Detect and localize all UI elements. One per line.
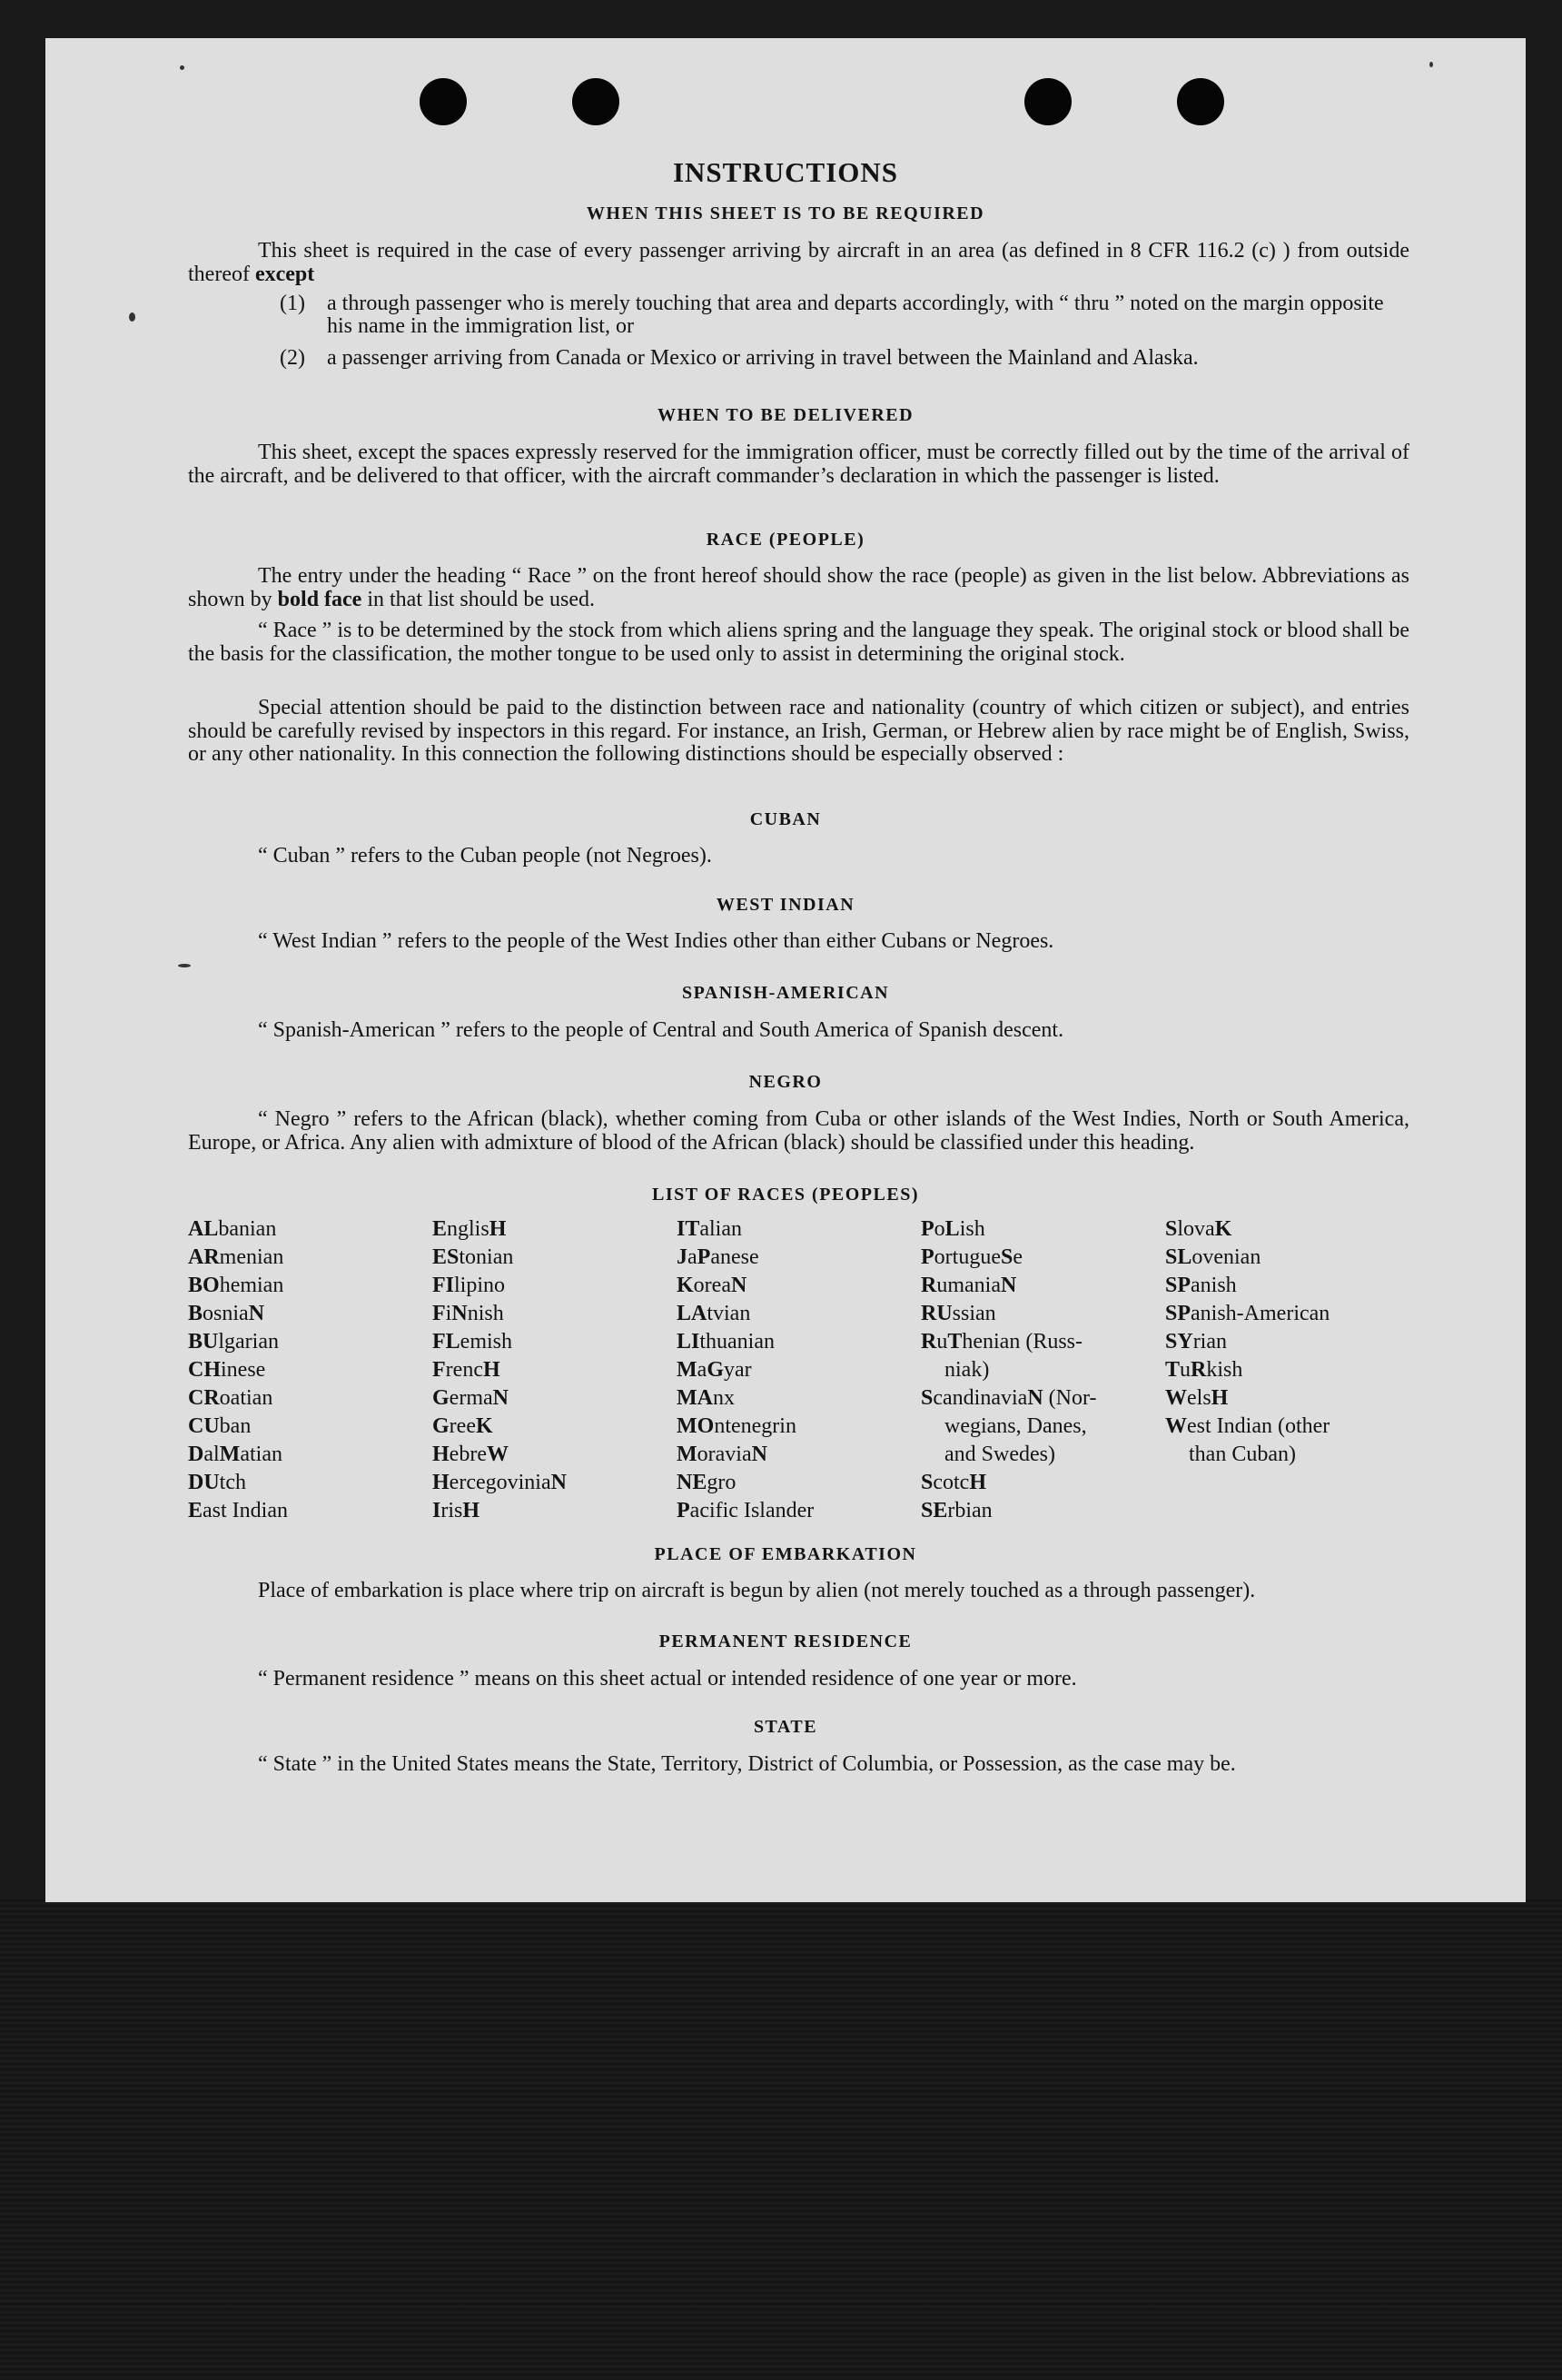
race-entry bbox=[1165, 1413, 1383, 1441]
race-abbreviation: M bbox=[219, 1443, 241, 1466]
race-abbreviation: D bbox=[188, 1443, 204, 1466]
heading-cuban: CUBAN bbox=[749, 809, 822, 829]
race-entry bbox=[1165, 1441, 1383, 1469]
race-abbreviation: AL bbox=[188, 1217, 219, 1241]
race-entry bbox=[432, 1328, 650, 1356]
race-entry bbox=[1165, 1356, 1383, 1384]
race-name-part: ban bbox=[219, 1414, 252, 1438]
bold-except: except bbox=[254, 262, 315, 286]
race-entry bbox=[921, 1413, 1139, 1441]
punch-hole bbox=[572, 78, 619, 125]
race-abbreviation: H bbox=[489, 1217, 507, 1241]
race-entry bbox=[1165, 1384, 1383, 1413]
race-name-part: candinavia bbox=[933, 1386, 1028, 1410]
race-entry bbox=[921, 1356, 1139, 1384]
race-abbreviation: S bbox=[1000, 1245, 1013, 1269]
race-entry bbox=[432, 1300, 650, 1328]
race-name-part: lipino bbox=[454, 1274, 506, 1297]
race-entry bbox=[188, 1469, 406, 1497]
heading-residence: PERMANENT RESIDENCE bbox=[658, 1631, 913, 1651]
race-entry bbox=[677, 1356, 895, 1384]
race-name-part: thuanian bbox=[699, 1330, 775, 1354]
scan-speck bbox=[178, 964, 191, 967]
race-abbreviation: AR bbox=[188, 1245, 220, 1269]
race-name-part: menian bbox=[219, 1245, 284, 1269]
race-entry bbox=[188, 1441, 406, 1469]
race-name-part: ortugue bbox=[934, 1245, 1001, 1269]
race-entry bbox=[677, 1441, 895, 1469]
document-sheet bbox=[45, 38, 1526, 1902]
race-entry bbox=[921, 1384, 1139, 1413]
race-abbreviation: CH bbox=[188, 1358, 221, 1382]
race-abbreviation: H bbox=[1211, 1386, 1229, 1410]
race-name-part: u bbox=[936, 1330, 948, 1354]
race-entry bbox=[1165, 1215, 1383, 1244]
race-abbreviation: T bbox=[947, 1330, 963, 1354]
race-name-part: ish bbox=[959, 1217, 985, 1241]
race-name-part: alian bbox=[699, 1217, 742, 1241]
race-name-part: ris bbox=[440, 1499, 463, 1522]
paragraph-negro: “ Negro ” refers to the African (black), whether coming from Cuba or other islands of the West Indies, North or South America, Europe, or Africa. Any alien with admixture of blood of the African (black) should be classified under this heading. bbox=[188, 1107, 1409, 1155]
race-entry bbox=[921, 1469, 1139, 1497]
item-number: (1) bbox=[280, 292, 305, 315]
race-abbreviation: N bbox=[550, 1471, 567, 1494]
list-item-2 bbox=[280, 346, 1409, 370]
race-name-part: els bbox=[1187, 1386, 1211, 1410]
race-name-part: lgarian bbox=[218, 1330, 279, 1354]
race-entry bbox=[188, 1328, 406, 1356]
race-entry bbox=[921, 1300, 1139, 1328]
race-abbreviation: N bbox=[730, 1274, 747, 1297]
race-name-part: oatian bbox=[219, 1386, 273, 1410]
text-race-1a: The entry under the heading “ Race ” on the front hereof should show the race (people) as given in the list below. Abbreviations as shown by bbox=[188, 564, 1409, 611]
heading-delivered: WHEN TO BE DELIVERED bbox=[657, 405, 914, 425]
race-entry bbox=[188, 1272, 406, 1300]
race-abbreviation: BO bbox=[188, 1274, 220, 1297]
paragraph-race-3: Special attention should be paid to the distinction between race and nationality (country of which citizen or subject), and entries should be carefully revised by inspectors in this regard. For instance, an Irish, German, or Hebrew alien by race might be of English, Swiss, or any other nationality. In this connection the following distinctions should be especially observed : bbox=[188, 696, 1409, 766]
race-abbreviation: FL bbox=[432, 1330, 460, 1354]
punch-hole bbox=[1024, 78, 1072, 125]
race-abbreviation: LI bbox=[677, 1330, 700, 1354]
paragraph-cuban: “ Cuban ” refers to the Cuban people (not Negroes). bbox=[258, 844, 712, 868]
race-abbreviation: SP bbox=[1165, 1274, 1191, 1297]
race-abbreviation: SP bbox=[1165, 1302, 1191, 1325]
race-abbreviation: W bbox=[1165, 1386, 1187, 1410]
race-name-part: umania bbox=[936, 1274, 1001, 1297]
race-name-part: anish-American bbox=[1191, 1302, 1330, 1325]
race-abbreviation: J bbox=[677, 1245, 687, 1269]
race-entry bbox=[188, 1215, 406, 1244]
race-entry bbox=[432, 1384, 650, 1413]
race-name-part: rian bbox=[1192, 1330, 1227, 1354]
race-entry bbox=[677, 1497, 895, 1525]
race-entry bbox=[677, 1300, 895, 1328]
race-entry bbox=[188, 1497, 406, 1525]
race-abbreviation: ES bbox=[432, 1245, 460, 1269]
paragraph-race-1 bbox=[188, 565, 1409, 611]
race-entry bbox=[432, 1497, 650, 1525]
race-entry bbox=[921, 1441, 1139, 1469]
race-abbreviation: H bbox=[482, 1358, 500, 1382]
race-name-part: a bbox=[697, 1358, 707, 1382]
race-name-part: acific Islander bbox=[689, 1499, 815, 1522]
race-abbreviation: MO bbox=[677, 1414, 715, 1438]
race-entry bbox=[1165, 1244, 1383, 1272]
paragraph-embarkation: Place of embarkation is place where trip on aircraft is begun by alien (not merely touched as a through passenger). bbox=[258, 1579, 1256, 1602]
race-abbreviation: LA bbox=[677, 1302, 707, 1325]
race-entry bbox=[432, 1272, 650, 1300]
paragraph-west-indian: “ West Indian ” refers to the people of the West Indies other than either Cubans or Negroes. bbox=[258, 929, 1054, 953]
race-abbreviation: N bbox=[1000, 1274, 1017, 1297]
heading-state: STATE bbox=[753, 1717, 818, 1737]
race-name-part: atian bbox=[240, 1443, 282, 1466]
race-entry bbox=[921, 1244, 1139, 1272]
race-abbreviation: K bbox=[677, 1274, 694, 1297]
race-entry bbox=[432, 1469, 650, 1497]
scan-speck bbox=[180, 65, 184, 70]
race-abbreviation: H bbox=[462, 1499, 480, 1522]
race-entry bbox=[432, 1356, 650, 1384]
paragraph-spanish-american: “ Spanish-American ” refers to the people of Central and South America of Spanish descent. bbox=[258, 1018, 1064, 1042]
race-name-part: oravia bbox=[697, 1443, 752, 1466]
race-entry bbox=[432, 1215, 650, 1244]
race-abbreviation: S bbox=[921, 1471, 934, 1494]
heading-embarkation: PLACE OF EMBARKATION bbox=[654, 1544, 917, 1564]
race-abbreviation: I bbox=[432, 1499, 441, 1522]
race-entry bbox=[677, 1215, 895, 1244]
race-entry bbox=[188, 1384, 406, 1413]
text-race-1b: in that list should be used. bbox=[367, 587, 595, 611]
race-entry bbox=[677, 1413, 895, 1441]
race-abbreviation: E bbox=[432, 1217, 448, 1241]
race-name-part: and Swedes) bbox=[944, 1443, 1055, 1466]
race-abbreviation: M bbox=[677, 1443, 697, 1466]
race-name-part: gro bbox=[707, 1471, 737, 1494]
race-abbreviation: L bbox=[944, 1217, 960, 1241]
race-abbreviation: G bbox=[432, 1386, 450, 1410]
race-abbreviation: R bbox=[921, 1274, 937, 1297]
race-entry bbox=[1165, 1272, 1383, 1300]
heading-negro: NEGRO bbox=[748, 1072, 823, 1092]
race-abbreviation: M bbox=[677, 1358, 697, 1382]
punch-hole bbox=[420, 78, 467, 125]
scan-speck bbox=[129, 312, 135, 322]
race-abbreviation: H bbox=[969, 1471, 987, 1494]
race-abbreviation: G bbox=[432, 1414, 450, 1438]
race-entry bbox=[677, 1469, 895, 1497]
race-abbreviation: P bbox=[921, 1245, 934, 1269]
race-abbreviation: NE bbox=[677, 1471, 707, 1494]
race-abbreviation: N bbox=[451, 1302, 468, 1325]
races-column-2 bbox=[432, 1215, 650, 1525]
race-name-part: (Nor- bbox=[1043, 1386, 1097, 1410]
race-name-part: yar bbox=[723, 1358, 752, 1382]
race-name-part: erma bbox=[449, 1386, 493, 1410]
text-required-intro: This sheet is required in the case of every passenger arriving by aircraft in an area (as defined in 8 CFR 116.2 (c) ) from outside thereof bbox=[188, 239, 1409, 286]
race-entry bbox=[921, 1328, 1139, 1356]
race-abbreviation: W bbox=[486, 1443, 509, 1466]
race-name-part: tonian bbox=[459, 1245, 514, 1269]
race-name-part: cotc bbox=[933, 1471, 970, 1494]
race-name-part: ast Indian bbox=[203, 1499, 288, 1522]
race-abbreviation: SL bbox=[1165, 1245, 1192, 1269]
race-name-part: kish bbox=[1206, 1358, 1243, 1382]
race-abbreviation: R bbox=[1191, 1358, 1207, 1382]
race-abbreviation: S bbox=[921, 1386, 934, 1410]
race-abbreviation: F bbox=[432, 1358, 446, 1382]
paragraph-delivered: This sheet, except the spaces expressly reserved for the immigration officer, must be correctly filled out by the time of the arrival of the aircraft, and be delivered to that officer, with the aircraft commander’s declaration in which the passenger is listed. bbox=[188, 441, 1409, 488]
race-name-part: than Cuban) bbox=[1189, 1443, 1296, 1466]
race-abbreviation: N bbox=[492, 1386, 509, 1410]
race-abbreviation: K bbox=[1214, 1217, 1232, 1241]
race-entry bbox=[188, 1356, 406, 1384]
race-name-part: ebre bbox=[449, 1443, 487, 1466]
race-abbreviation: K bbox=[475, 1414, 493, 1438]
race-name-part: tvian bbox=[707, 1302, 751, 1325]
race-abbreviation: E bbox=[188, 1499, 203, 1522]
race-entry bbox=[188, 1300, 406, 1328]
race-abbreviation: DU bbox=[188, 1471, 220, 1494]
page-title: INSTRUCTIONS bbox=[672, 156, 898, 188]
race-name-part: ercegovinia bbox=[449, 1471, 551, 1494]
punch-hole bbox=[1177, 78, 1224, 125]
item-number: (2) bbox=[280, 346, 305, 370]
race-abbreviation: P bbox=[921, 1217, 934, 1241]
race-name-part: e bbox=[1013, 1245, 1023, 1269]
race-name-part: inese bbox=[221, 1358, 266, 1382]
races-column-3 bbox=[677, 1215, 895, 1525]
race-abbreviation: H bbox=[432, 1471, 450, 1494]
race-name-part: hemian bbox=[219, 1274, 284, 1297]
heading-spanish-american: SPANISH-AMERICAN bbox=[681, 983, 890, 1003]
race-name-part: o bbox=[934, 1217, 945, 1241]
race-entry bbox=[677, 1328, 895, 1356]
scan-speck bbox=[1429, 62, 1433, 67]
race-abbreviation: H bbox=[432, 1443, 450, 1466]
race-abbreviation: G bbox=[707, 1358, 724, 1382]
race-abbreviation: N bbox=[751, 1443, 767, 1466]
race-abbreviation: IT bbox=[677, 1217, 700, 1241]
race-name-part: nglis bbox=[447, 1217, 489, 1241]
heading-list-of-races: LIST OF RACES (PEOPLES) bbox=[651, 1185, 919, 1205]
race-abbreviation: T bbox=[1165, 1358, 1181, 1382]
race-abbreviation: W bbox=[1165, 1414, 1187, 1438]
list-item-1 bbox=[280, 292, 1409, 338]
race-name-part: ntenegrin bbox=[714, 1414, 796, 1438]
races-column-5 bbox=[1165, 1215, 1383, 1469]
race-abbreviation: RU bbox=[921, 1302, 953, 1325]
race-name-part: anish bbox=[1191, 1274, 1237, 1297]
race-abbreviation: FI bbox=[432, 1274, 454, 1297]
race-abbreviation: B bbox=[188, 1302, 203, 1325]
item-text: a through passenger who is merely touching that area and departs accordingly, with “ thru ” noted on the margin opposite his name in the immigration list, or bbox=[327, 292, 1384, 338]
paragraph-residence: “ Permanent residence ” means on this sheet actual or intended residence of one year or more. bbox=[258, 1667, 1077, 1691]
race-abbreviation: N bbox=[248, 1302, 265, 1325]
race-name-part: rbian bbox=[947, 1499, 993, 1522]
races-column-4 bbox=[921, 1215, 1139, 1525]
race-abbreviation: N bbox=[1027, 1386, 1043, 1410]
race-name-part: tch bbox=[219, 1471, 246, 1494]
race-name-part: renc bbox=[445, 1358, 483, 1382]
scan-lower-area bbox=[0, 1899, 1562, 2380]
race-entry bbox=[1165, 1328, 1383, 1356]
race-name-part: anese bbox=[710, 1245, 759, 1269]
races-list bbox=[188, 1215, 1423, 1570]
race-name-part: henian (Russ- bbox=[962, 1330, 1083, 1354]
race-entry bbox=[921, 1497, 1139, 1525]
race-name-part: est Indian (other bbox=[1187, 1414, 1330, 1438]
race-name-part: niak) bbox=[944, 1358, 990, 1382]
race-entry bbox=[188, 1244, 406, 1272]
race-abbreviation: F bbox=[432, 1302, 446, 1325]
race-abbreviation: MA bbox=[677, 1386, 713, 1410]
bold-face: bold face bbox=[277, 587, 362, 611]
race-name-part: al bbox=[203, 1443, 220, 1466]
race-name-part: emish bbox=[460, 1330, 512, 1354]
race-name-part: ree bbox=[449, 1414, 476, 1438]
race-name-part: nish bbox=[467, 1302, 504, 1325]
race-entry bbox=[1165, 1300, 1383, 1328]
race-abbreviation: CU bbox=[188, 1414, 220, 1438]
race-entry bbox=[921, 1272, 1139, 1300]
race-abbreviation: CR bbox=[188, 1386, 220, 1410]
race-name-part: lova bbox=[1177, 1217, 1215, 1241]
race-abbreviation: SY bbox=[1165, 1330, 1193, 1354]
heading-race: RACE (PEOPLE) bbox=[706, 530, 865, 550]
race-abbreviation: BU bbox=[188, 1330, 219, 1354]
races-column-1 bbox=[188, 1215, 406, 1525]
race-entry bbox=[432, 1413, 650, 1441]
race-name-part: u bbox=[1180, 1358, 1191, 1382]
paragraph-race-2: “ Race ” is to be determined by the stock from which aliens spring and the language they speak. The original stock or blood shall be the basis for the classification, the mother tongue to be used only to assist in determining the original stock. bbox=[188, 619, 1409, 666]
item-text: a passenger arriving from Canada or Mexico or arriving in travel between the Mainland and Alaska. bbox=[327, 346, 1199, 370]
race-abbreviation: S bbox=[1165, 1217, 1178, 1241]
race-name-part: orea bbox=[693, 1274, 731, 1297]
race-name-part: ovenian bbox=[1191, 1245, 1261, 1269]
heading-required: WHEN THIS SHEET IS TO BE REQUIRED bbox=[586, 203, 985, 223]
race-name-part: i bbox=[445, 1302, 452, 1325]
race-entry bbox=[921, 1215, 1139, 1244]
paragraph-required-intro bbox=[188, 240, 1409, 286]
race-entry bbox=[432, 1244, 650, 1272]
race-abbreviation: P bbox=[677, 1499, 690, 1522]
race-entry bbox=[188, 1413, 406, 1441]
race-name-part: banian bbox=[218, 1217, 277, 1241]
race-name-part: ssian bbox=[952, 1302, 996, 1325]
heading-west-indian: WEST INDIAN bbox=[716, 895, 855, 915]
race-abbreviation: R bbox=[921, 1330, 937, 1354]
race-entry bbox=[432, 1441, 650, 1469]
race-name-part: wegians, Danes, bbox=[944, 1414, 1087, 1438]
race-name-part: osnia bbox=[203, 1302, 249, 1325]
race-entry bbox=[677, 1384, 895, 1413]
race-name-part: nx bbox=[712, 1386, 735, 1410]
race-abbreviation: P bbox=[697, 1245, 711, 1269]
race-entry bbox=[677, 1244, 895, 1272]
paragraph-state: “ State ” in the United States means the State, Territory, District of Columbia, or Possession, as the case may be. bbox=[258, 1752, 1236, 1776]
race-name-part: a bbox=[687, 1245, 697, 1269]
race-entry bbox=[677, 1272, 895, 1300]
race-abbreviation: SE bbox=[921, 1499, 948, 1522]
